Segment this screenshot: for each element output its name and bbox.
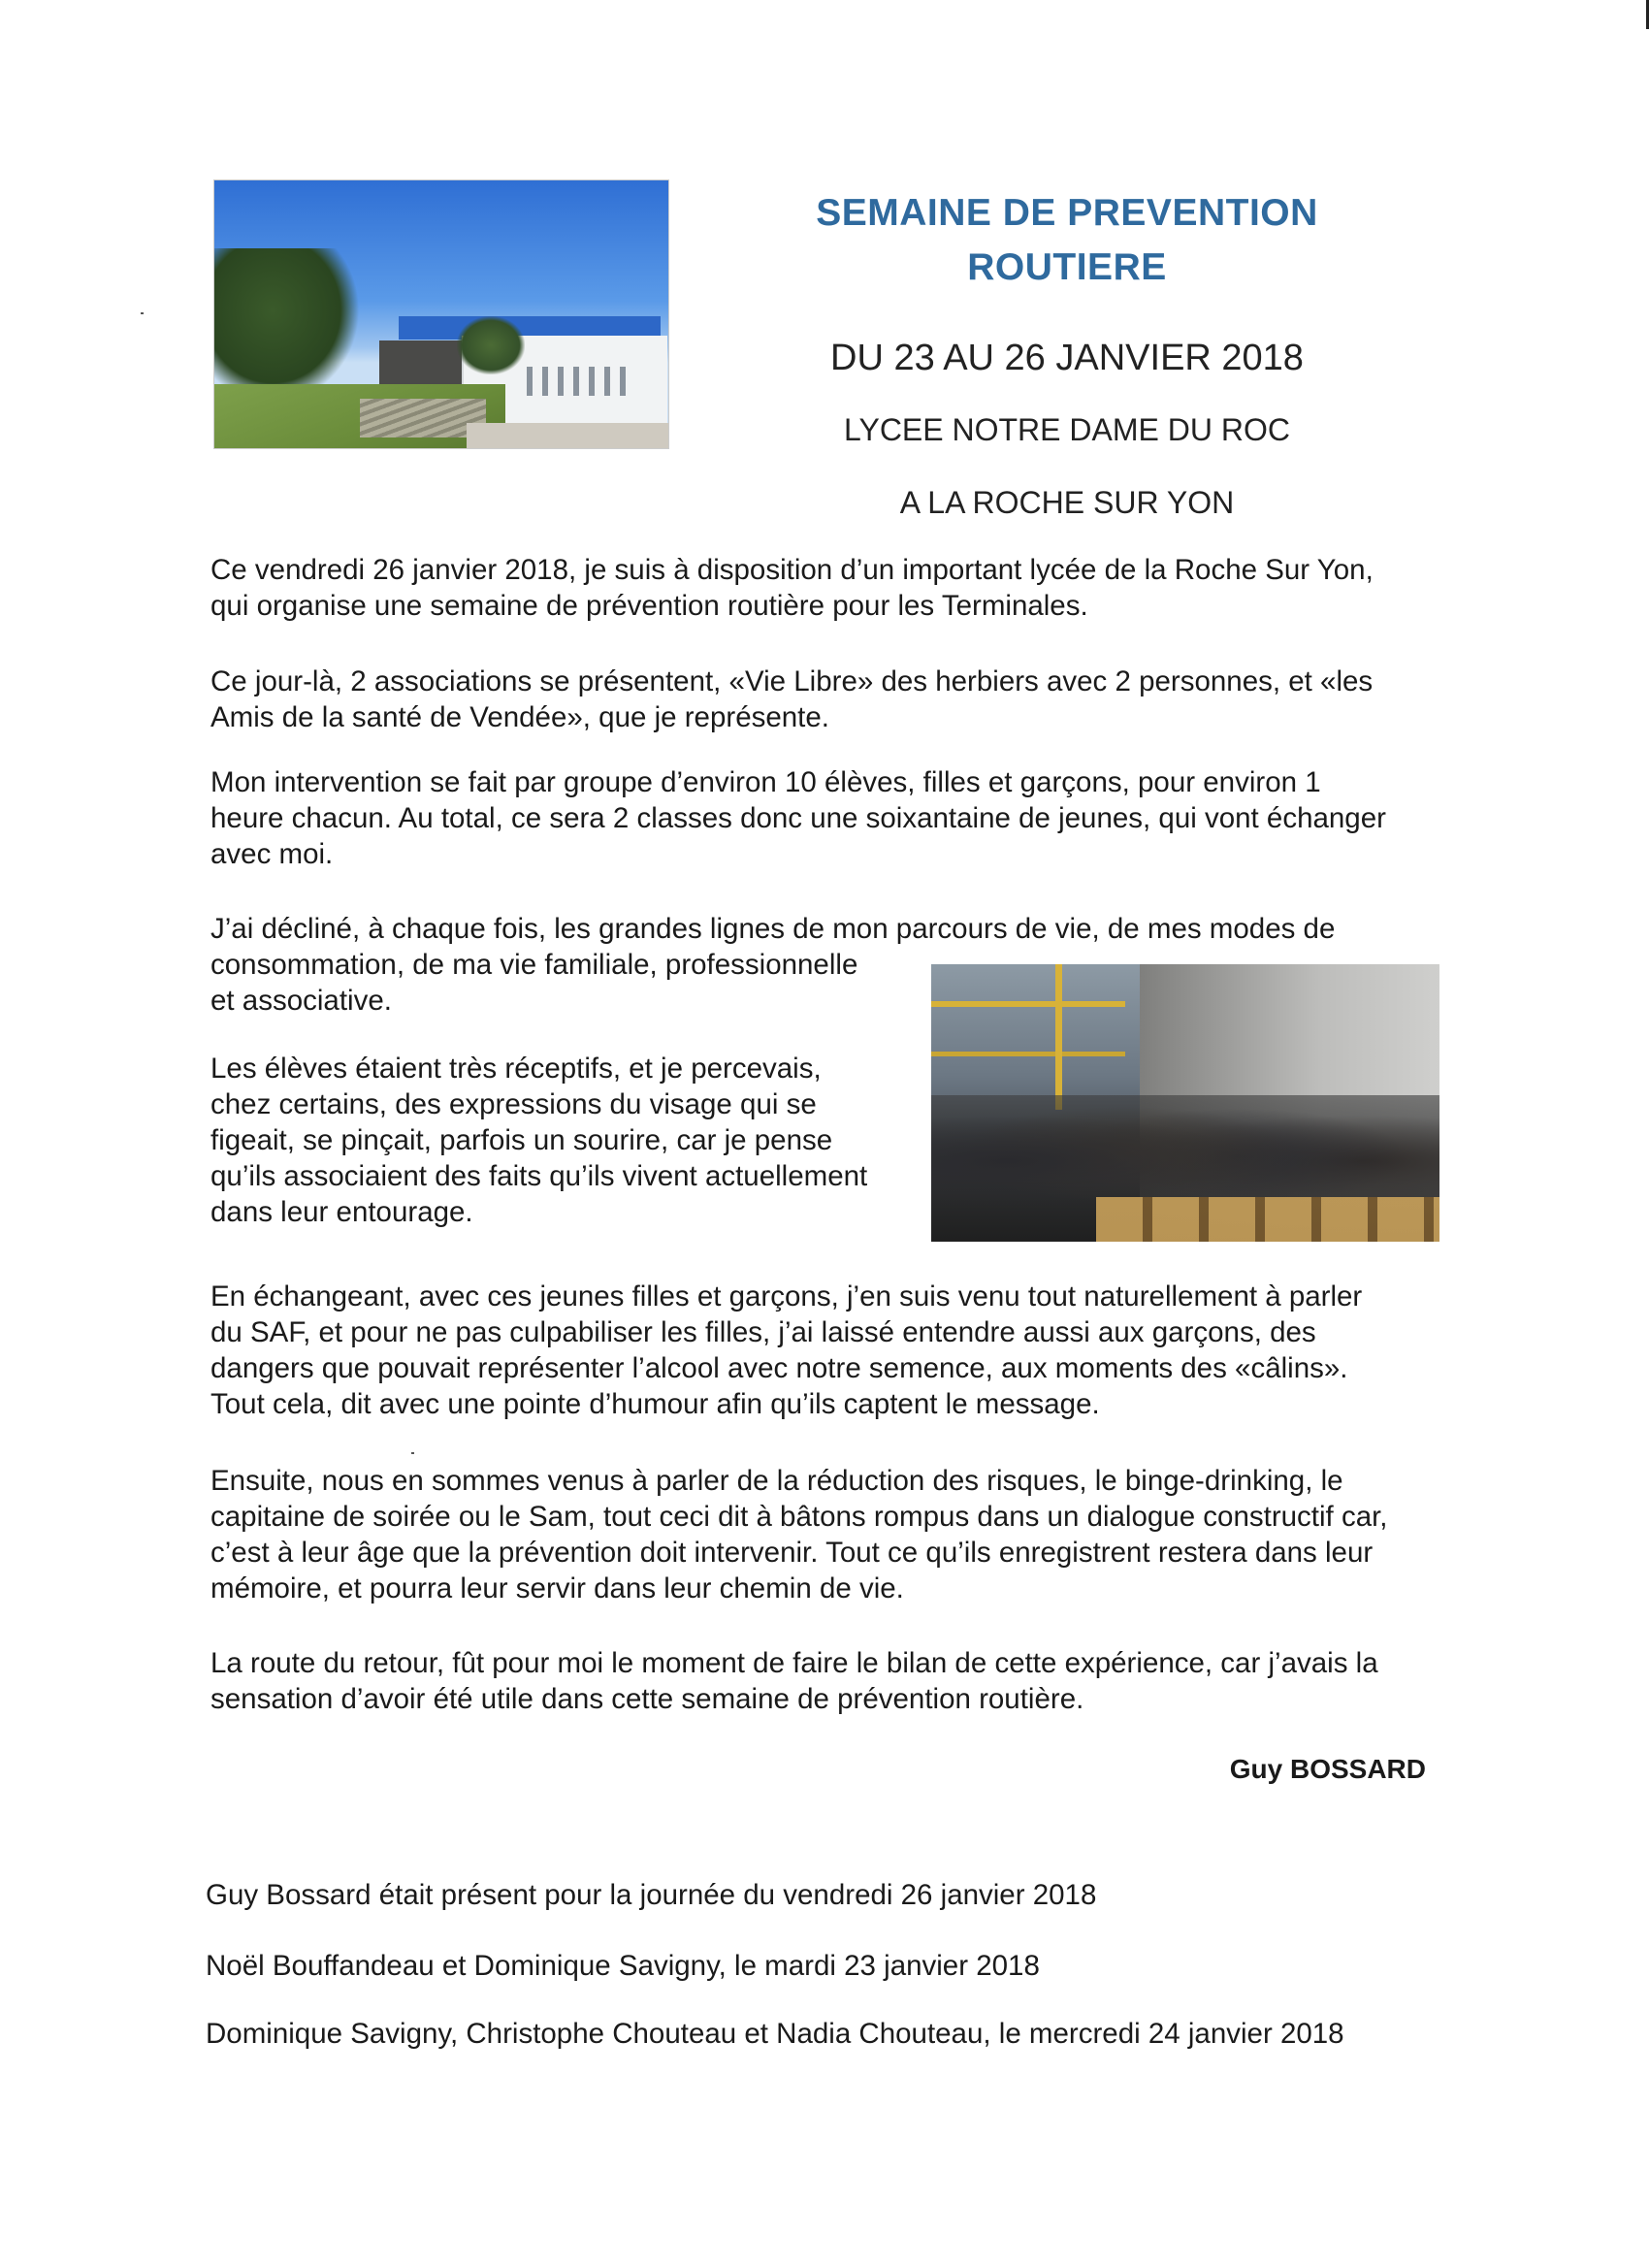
paragraph-3: Mon intervention se fait par groupe d’environ 10 élèves, filles et garçons, pour environ 1 heure chacun. Au total, ce sera 2 classes donc une soixantaine de jeunes, qui vont échanger avec moi. [210, 766, 1386, 870]
paragraph-6: En échangeant, avec ces jeunes filles et garçons, j’en suis venu tout naturellement à parler du SAF, et pour ne pas culpabiliser les filles, j’ai laissé entendre aussi aux garçons, des dangers que pouvait représenter l’alcool avec notre semence, aux moments des «câlins». Tout cela, dit avec une pointe d’humour afin qu’ils captent le message. [210, 1280, 1363, 1420]
school-name: LYCEE NOTRE DAME DU ROC [844, 412, 1290, 447]
city-name: A LA ROCHE SUR YON [899, 485, 1235, 520]
document-title [737, 186, 1397, 295]
paragraph-1: Ce vendredi 26 janvier 2018, je suis à disposition d’un important lycée de la Roche Sur Yon, qui organise une semaine de prévention routière pour les Terminales. [210, 554, 1374, 622]
title-line-2: ROUTIERE [967, 246, 1167, 288]
paragraph-2: Ce jour-là, 2 associations se présentent, «Vie Libre» des herbiers avec 2 personnes, et «les Amis de la santé de Vendée», que je représente. [210, 665, 1374, 733]
author-signature: Guy BOSSARD [1229, 1754, 1426, 1784]
paragraph-7: Ensuite, nous en sommes venus à parler de la réduction des risques, le binge-drinking, le capitaine de soirée ou le Sam, tout ceci dit à bâtons rompus dans un dialogue constructif car, c’est à leur âge que la prévention doit intervenir. Tout ce qu’ils enregistrent restera dans leur mémoire, et pourra leur servir dans leur chemin de vie. [210, 1465, 1388, 1604]
paragraph-4: J’ai décliné, à chaque fois, les grandes lignes de mon parcours de vie, de mes modes de consommation, de ma vie familiale, professionnelle et associative. [210, 913, 1336, 1017]
school-building-photo [213, 179, 669, 449]
event-dates: DU 23 AU 26 JANVIER 2018 [830, 338, 1304, 378]
footer-note-3: Dominique Savigny, Christophe Chouteau et Nadia Chouteau, le mercredi 24 janvier 2018 [206, 2018, 1344, 2050]
title-line-1: SEMAINE DE PREVENTION [816, 192, 1318, 234]
footer-note-1: Guy Bossard était présent pour la journée du vendredi 26 janvier 2018 [206, 1879, 1097, 1911]
scan-speck [141, 312, 144, 314]
paragraph-5: Les élèves étaient très réceptifs, et je percevais, chez certains, des expressions du visage qui se figeait, se pinçait, parfois un sourire, car je pense qu’ils associaient des faits qu’ils vivent actuellement dans leur entourage. [210, 1053, 868, 1228]
footer-note-2: Noël Bouffandeau et Dominique Savigny, le mardi 23 janvier 2018 [206, 1950, 1040, 1982]
scan-speck [411, 1452, 414, 1454]
paragraph-8: La route du retour, fût pour moi le moment de faire le bilan de cette expérience, car j’avais la sensation d’avoir été utile dans cette semaine de prévention routière. [210, 1647, 1378, 1715]
students-classroom-photo [931, 964, 1439, 1242]
